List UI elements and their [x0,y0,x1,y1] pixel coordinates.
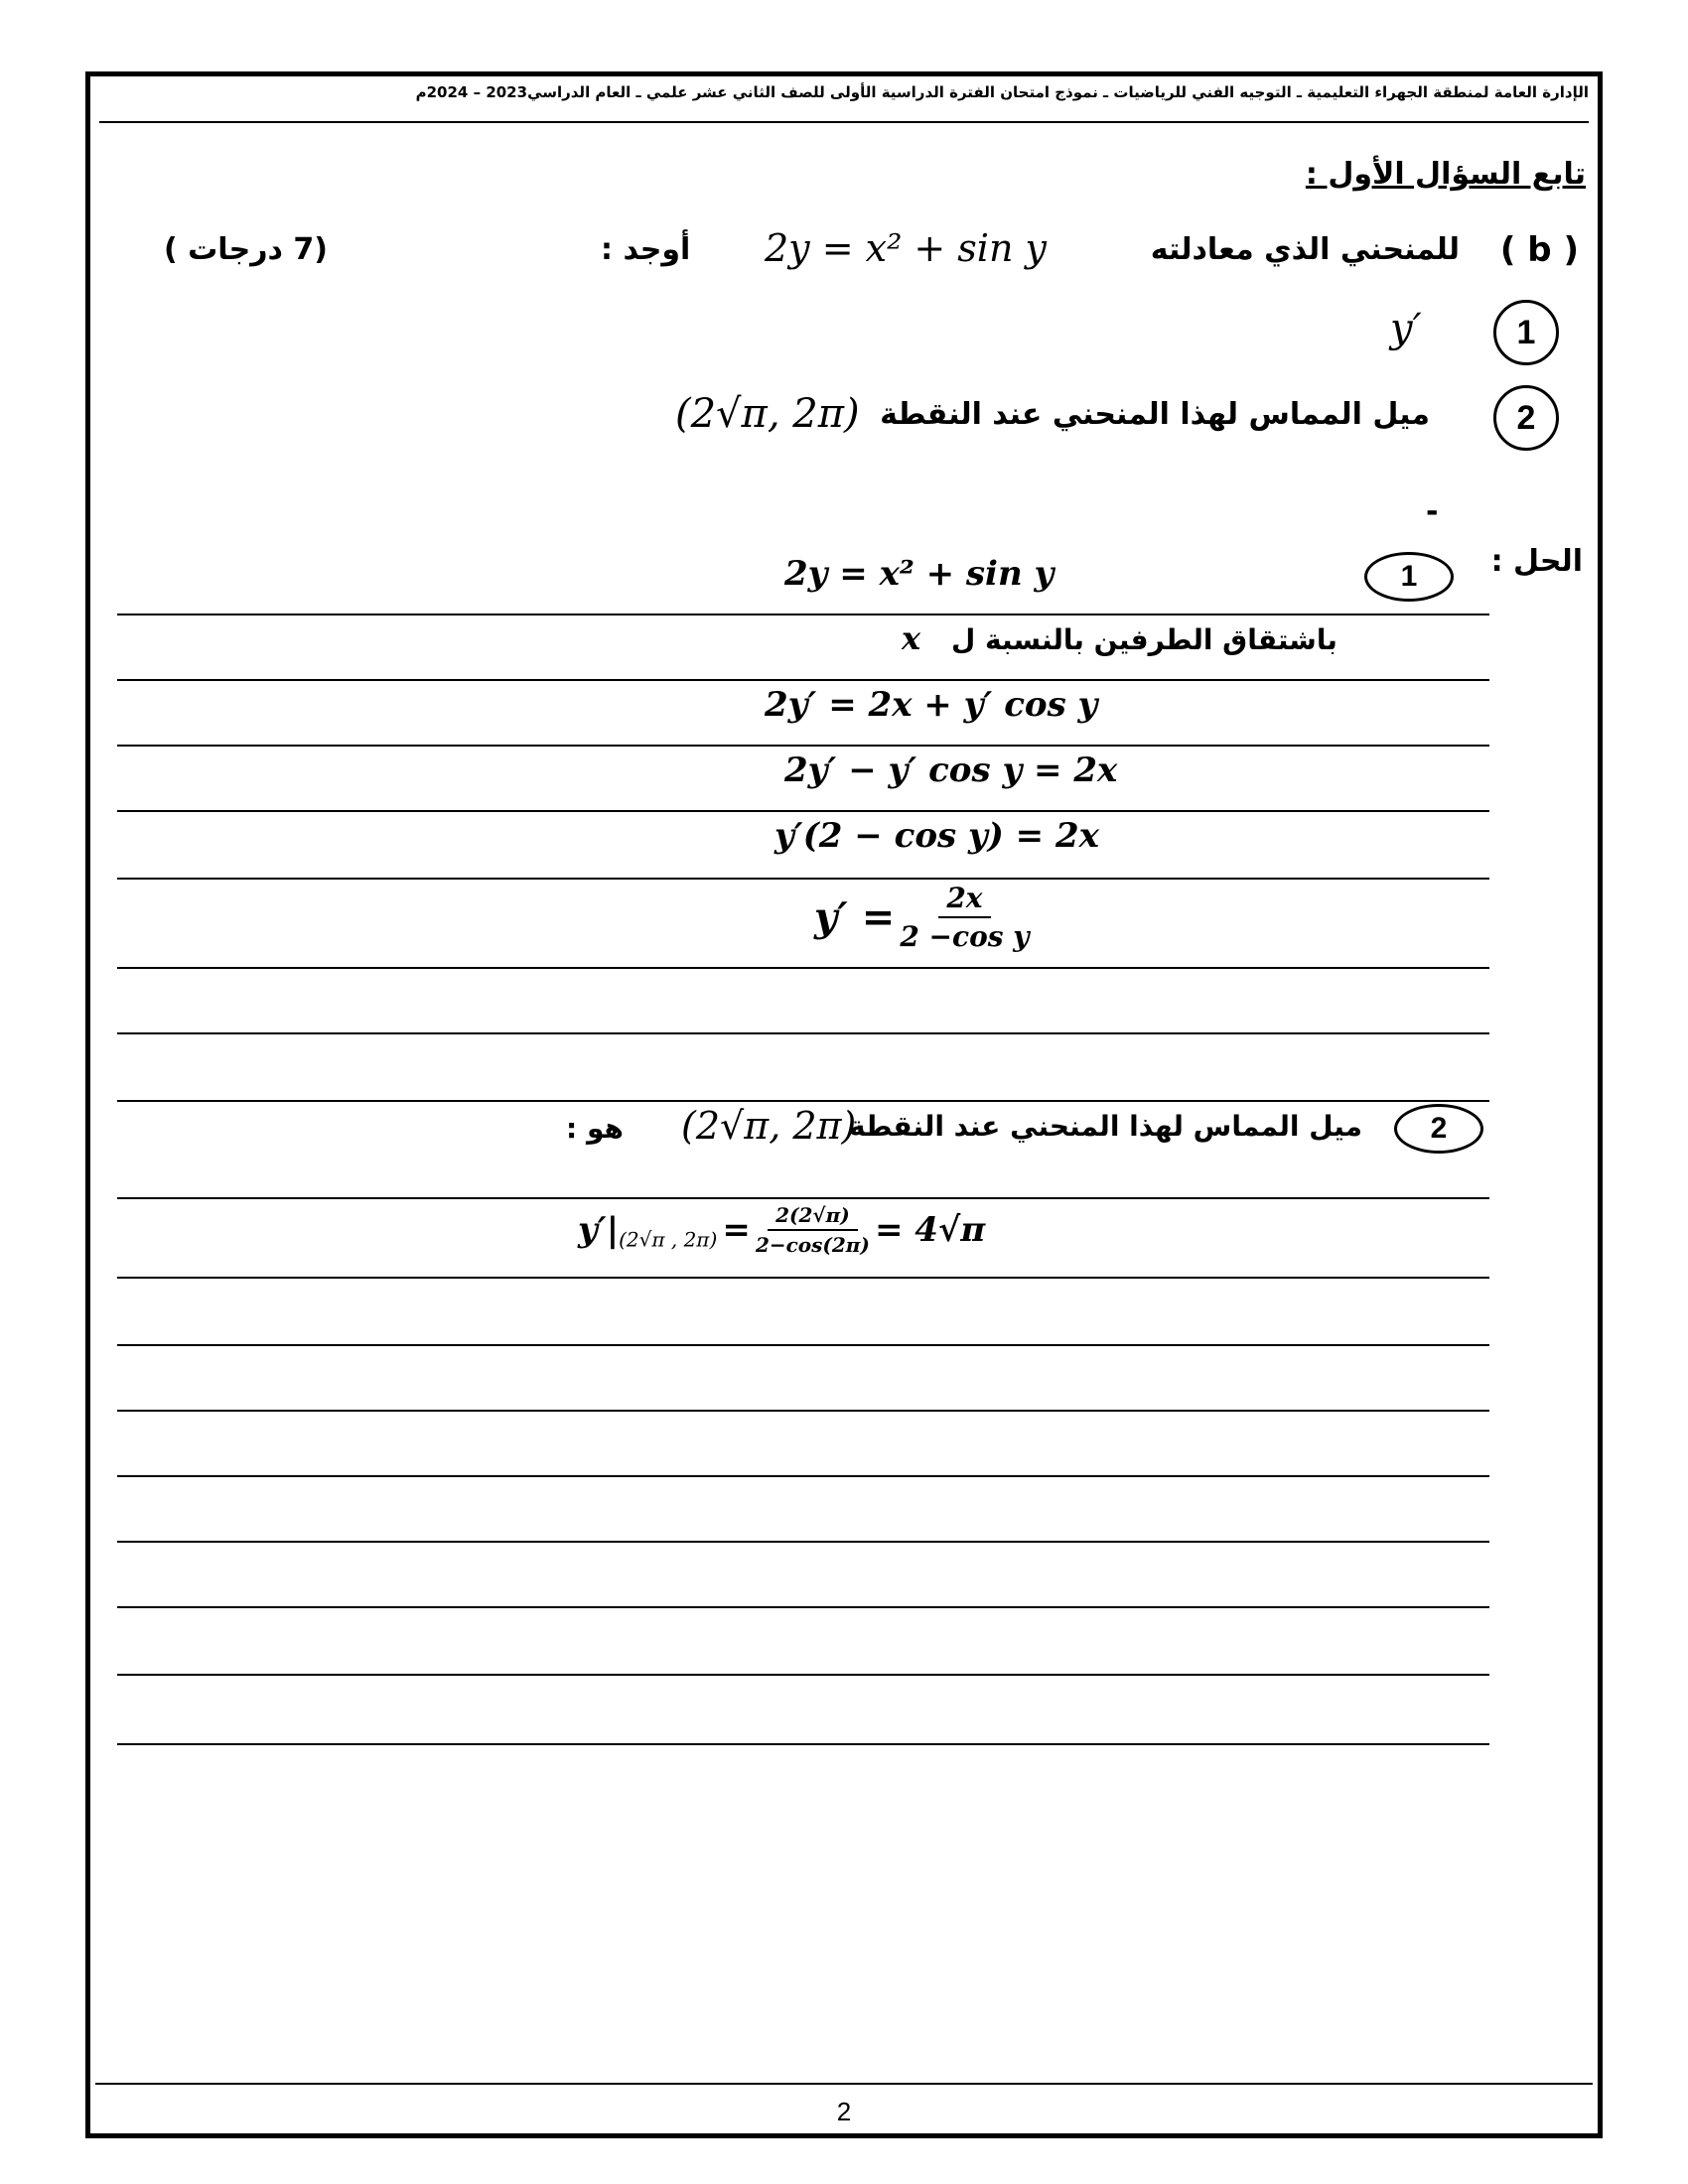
slope-subscript: (2√π , 2π) [619,1227,718,1252]
result-numerator: 2x [938,882,990,918]
slope-denominator: 2−cos(2π) [755,1233,870,1257]
part-2-text: ميل المماس لهذا المنحني عند النقطة [848,1110,1362,1143]
section-title: تابع السؤال الأول : [1305,157,1586,192]
derivative-step-1: 2y′ = 2x + y′ cos y [765,685,1098,725]
answer-line [117,1541,1489,1543]
slope-lhs: y′| [578,1210,620,1250]
item-2-text: ميل المماس لهذا المنحني عند النقطة [880,397,1430,432]
differentiate-variable: x [902,619,921,657]
slope-result [578,1203,985,1257]
item-1-number: 1 [1493,300,1559,365]
differentiate-note: باشتقاق الطرفين بالنسبة ل [951,623,1337,656]
answer-line [117,1475,1489,1477]
answer-line [117,1674,1489,1676]
solution-label: الحل : [1490,544,1583,579]
derivative-result [814,882,1030,953]
solution-part-2-number: 2 [1394,1104,1483,1154]
answer-line [117,810,1489,812]
slope-fraction [756,1203,870,1257]
exam-header: الإدارة العامة لمنطقة الجهراء التعليمية ـ التوجيه الفني للرياضيات ـ نموذج امتحان الفترة الدراسية الأولى للصف الثاني عشر علمي ـ العام الدراسي2023 – 2024م [415,83,1589,101]
page-number: 2 [836,2097,852,2126]
derivative-step-3: y′(2 − cos y) = 2x [774,816,1099,856]
header-divider [99,121,1589,123]
question-equation: 2y = x² + sin y [765,226,1047,270]
find-label: أوجد : [601,232,691,267]
item-2-number: 2 [1493,385,1559,451]
answer-line [117,967,1489,969]
question-intro: للمنحني الذي معادلته [1150,232,1460,267]
answer-line [117,745,1489,747]
answer-line [117,1032,1489,1034]
part-1-equation: 2y = x² + sin y [784,554,1055,594]
marks-label: (7 درجات ) [164,232,328,267]
answer-line [117,614,1489,615]
answer-line [117,1197,1489,1199]
answer-line [117,1606,1489,1608]
answer-line [117,1410,1489,1412]
result-fraction [900,882,1029,953]
solution-dash: - [1426,494,1439,529]
question-label: ( b ) [1499,230,1579,270]
answer-line [117,1100,1489,1102]
part-2-point: (2√π, 2π) [681,1104,857,1148]
footer-divider [95,2083,1593,2085]
slope-equals: = [722,1210,751,1250]
slope-value: = 4√π [874,1210,986,1250]
result-denominator: 2 −cos y [900,920,1030,953]
answer-line [117,1743,1489,1745]
slope-numerator: 2(2√π) [768,1203,858,1231]
derivative-step-2: 2y′ − y′ cos y = 2x [784,751,1118,790]
answer-line [117,1344,1489,1346]
item-1-text: y′ [1390,306,1422,351]
result-lhs: y′ = [814,893,896,941]
solution-part-1-number: 1 [1364,552,1454,602]
item-2-point: (2√π, 2π) [675,391,860,437]
answer-line [117,878,1489,880]
answer-line [117,679,1489,681]
part-2-suffix: هو : [566,1112,624,1145]
answer-line [117,1277,1489,1279]
